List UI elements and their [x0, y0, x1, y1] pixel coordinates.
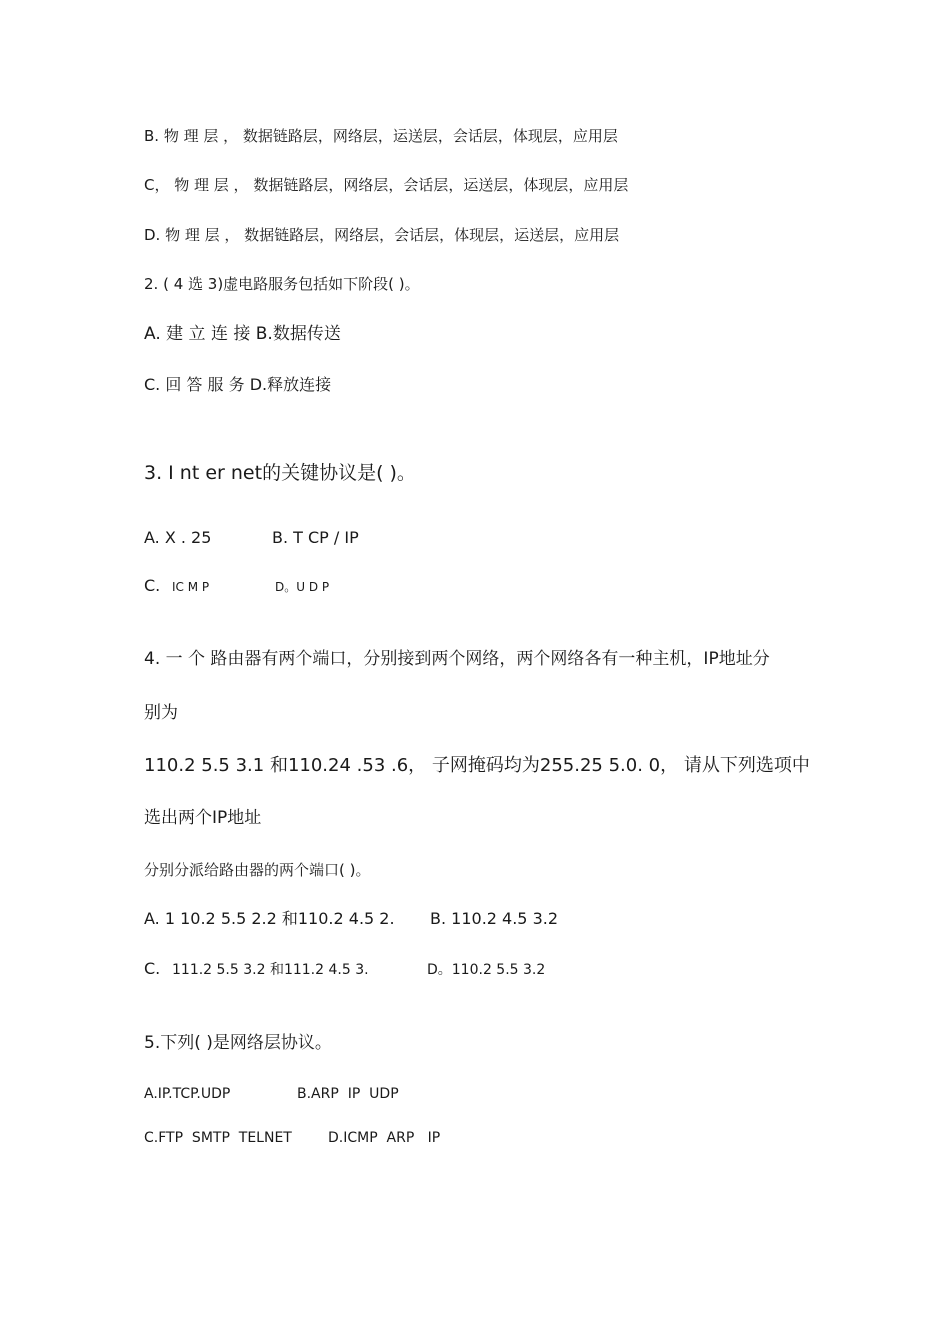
q5-option-d: D.ICMP ARP IP — [328, 1130, 441, 1146]
q5-option-c: C.FTP SMTP TELNET — [144, 1130, 292, 1146]
q5-option-a: A.IP.TCP.UDP — [144, 1086, 231, 1102]
q4-option-d: D。110.2 5.5 3.2 — [427, 962, 546, 978]
q1-option-b: B. 物 理 层 ， 数据链路层，网络层，运送层，会话层，体现层，应用层 — [144, 127, 618, 145]
q2-options-ab: A. 建 立 连 接 B.数据传送 — [144, 324, 341, 344]
q3-option-d: D。U D P — [275, 580, 330, 594]
q4-question-line-1: 4. 一 个 路由器有两个端口，分别接到两个网络，两个网络各有一种主机，IP地址分 — [144, 649, 770, 669]
q4-question-line-5: 分别分派给路由器的两个端口( )。 — [144, 861, 371, 879]
q5-option-b: B.ARP IP UDP — [297, 1086, 399, 1102]
q4-question-line-3: 110.2 5.5 3.1 和110.24 .53 .6， 子网掩码均为255.25 5.0. 0， 请从下列选项中 — [144, 755, 810, 776]
q4-option-c-label: C. — [144, 959, 161, 978]
q4-option-b: B. 110.2 4.5 3.2 — [430, 909, 559, 928]
q4-option-c: 111.2 5.5 3.2 和111.2 4.5 3. — [172, 962, 369, 978]
q2-options-cd: C. 回 答 服 务 D.释放连接 — [144, 375, 332, 394]
q1-option-c: C， 物 理 层 ， 数据链路层，网络层，会话层，运送层，体现层，应用层 — [144, 176, 629, 194]
q3-option-b: B. T CP / IP — [272, 528, 359, 547]
q3-option-c-value: IC M P — [172, 580, 210, 594]
q5-question: 5.下列( )是网络层协议。 — [144, 1033, 332, 1053]
q1-option-d: D. 物 理 层 ， 数据链路层，网络层，会话层，体现层，运送层，应用层 — [144, 226, 620, 244]
q3-question: 3. I nt er net的关键协议是( )。 — [144, 462, 416, 484]
q4-option-a: A. 1 10.2 5.5 2.2 和110.2 4.5 2. — [144, 909, 395, 928]
q2-question: 2. ( 4 选 3)虚电路服务包括如下阶段( )。 — [144, 275, 420, 293]
q3-option-c-label: C. — [144, 576, 161, 595]
q4-question-line-2: 别为 — [144, 703, 178, 723]
q4-question-line-4: 选出两个IP地址 — [144, 808, 262, 828]
q3-option-a: A. X . 25 — [144, 528, 212, 547]
